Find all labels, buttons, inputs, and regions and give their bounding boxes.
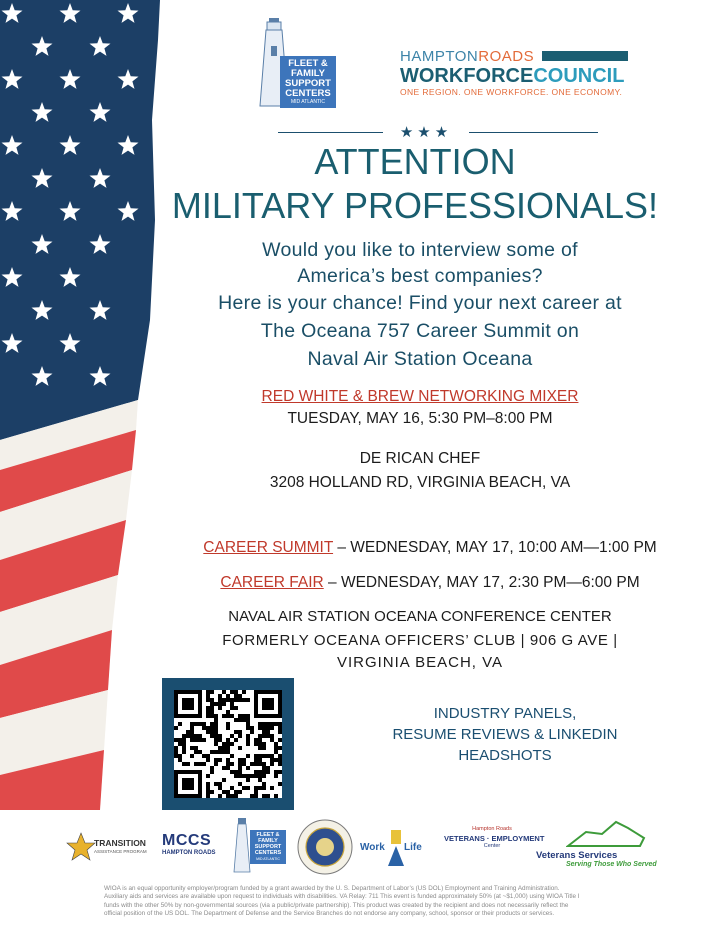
location-line1: NAVAL AIR STATION OCEANA CONFERENCE CENTER — [228, 608, 612, 625]
partner-logos — [60, 816, 660, 880]
mixer-heading-text: RED WHITE & BREW NETWORKING MIXER — [261, 388, 579, 405]
ffsc-line: SUPPORT — [285, 78, 331, 89]
ffsc-line: FAMILY — [291, 68, 325, 79]
career-summit-when: – WEDNESDAY, MAY 17, 10:00 AM—1:00 PM — [333, 539, 657, 556]
ffsc-small-line: FAMILY — [258, 838, 278, 844]
vs-l1: Veterans Services — [536, 850, 618, 861]
intro-line: America’s best companies? — [297, 265, 543, 287]
tap-logo — [66, 828, 158, 868]
tap-l2: ASSISTANCE PROGRAM — [94, 849, 147, 854]
ffsc-small-text — [250, 830, 286, 864]
worklife-l1: Work — [360, 842, 385, 853]
hrwc-line2 — [400, 65, 650, 87]
headline-line1: ATTENTION — [314, 141, 516, 182]
title-ornament — [278, 124, 598, 141]
career-fair-line — [140, 574, 710, 592]
ffsc-small-line: MID ATLANTIC — [256, 857, 280, 861]
ffsc-line: MID ATLANTIC — [290, 99, 326, 105]
ornament-line — [278, 132, 383, 133]
career-summit-line — [140, 539, 710, 557]
worklife-l2: Life — [404, 842, 422, 853]
location-line3: VIRGINIA BEACH, VA — [336, 654, 504, 671]
ffsc-small-line: CENTERS — [254, 850, 282, 856]
panels-line: HEADSHOTS — [458, 747, 552, 764]
qr-code[interactable] — [162, 678, 294, 810]
intro-line: Here is your chance! Find your next career at — [218, 292, 622, 314]
ffsc-small-logo — [232, 816, 288, 874]
hrwc-hampton: HAMPTON — [400, 48, 479, 65]
ffsc-line: FLEET & — [288, 58, 328, 69]
vec-l3: Center — [483, 843, 501, 849]
location-line2: FORMERLY OCEANA OFFICERS’ CLUB | 906 G AVE | — [222, 632, 618, 649]
worklife-logo — [360, 828, 428, 868]
hrwc-workforce: WORKFORCE — [400, 65, 534, 87]
mixer-venue: DE RICAN CHEF — [359, 450, 481, 467]
mixer-when: TUESDAY, MAY 16, 5:30 PM–8:00 PM — [287, 410, 553, 427]
vec-l2: VETERANS · EMPLOYMENT — [444, 834, 545, 843]
panels-line: INDUSTRY PANELS, — [433, 705, 577, 722]
anchor-icon — [388, 828, 404, 868]
mixer-heading — [140, 388, 700, 406]
ffsc-small-line: SUPPORT — [254, 844, 282, 850]
ffsc-logo-text — [280, 56, 336, 108]
disclaimer: WIOA is an equal opportunity employer/program funded by a grant awarded by the U. S. Department of Labor’s (US DOL) Employment and Training Administration. Auxiliary aids and services are available upon request to individuals with disabilities. VA Relay: 711 This event is funded approximately 50% (at ~$1,000) using WIOA Title I funds with the other 50% by non-governmental sources (via a public/private partnership). This product was created by the recipient and does not necessarily reflect the official position of the US DOL. The Department of Defense and the Service Branches do not endorse any company, school, sponsor or their products or services. — [104, 885, 580, 918]
hrwc-roads: ROADS — [478, 48, 535, 65]
ffsc-line: CENTERS — [285, 88, 331, 99]
lighthouse-icon — [232, 816, 252, 874]
star-icon — [66, 832, 96, 862]
intro-line: Would you like to interview some of — [262, 239, 578, 261]
hrwc-tagline: ONE REGION. ONE WORKFORCE. ONE ECONOMY. — [400, 87, 623, 97]
hrwc-bar — [542, 51, 628, 61]
career-summit-label: CAREER SUMMIT — [203, 539, 334, 556]
ffsc-logo — [244, 16, 334, 108]
career-fair-label: CAREER FAIR — [220, 574, 324, 591]
intro-line: Naval Air Station Oceana — [307, 348, 533, 370]
vec-l1: Hampton Roads — [472, 826, 512, 832]
mccs-l1: MCCS — [162, 832, 212, 849]
panels-line: RESUME REVIEWS & LINKEDIN — [392, 726, 618, 743]
veterans-services-logo — [536, 818, 660, 872]
ffsc-small-line: FLEET & — [256, 832, 280, 838]
american-flag-graphic — [0, 0, 160, 810]
mccs-logo — [162, 832, 222, 866]
hrwc-council: COUNCIL — [533, 65, 625, 87]
hrwc-logo — [400, 48, 650, 97]
vs-l2: Serving Those Who Served — [566, 861, 657, 868]
mccs-l2: HAMPTON ROADS — [162, 850, 216, 856]
qr-pattern — [174, 690, 282, 798]
tap-l1: TRANSITION — [94, 838, 146, 848]
vec-logo — [444, 826, 545, 872]
three-stars-icon: ★★★ — [399, 124, 453, 141]
navy-seal-logo — [296, 818, 354, 876]
career-fair-when: – WEDNESDAY, MAY 17, 2:30 PM—6:00 PM — [323, 574, 640, 591]
qr-code-inner — [174, 690, 282, 798]
ornament-line — [469, 132, 598, 133]
intro-line: The Oceana 757 Career Summit on — [260, 320, 580, 342]
virginia-state-icon — [566, 820, 646, 848]
headline-line2: MILITARY PROFESSIONALS! — [171, 185, 659, 226]
mixer-address: 3208 HOLLAND RD, VIRGINIA BEACH, VA — [269, 474, 571, 491]
